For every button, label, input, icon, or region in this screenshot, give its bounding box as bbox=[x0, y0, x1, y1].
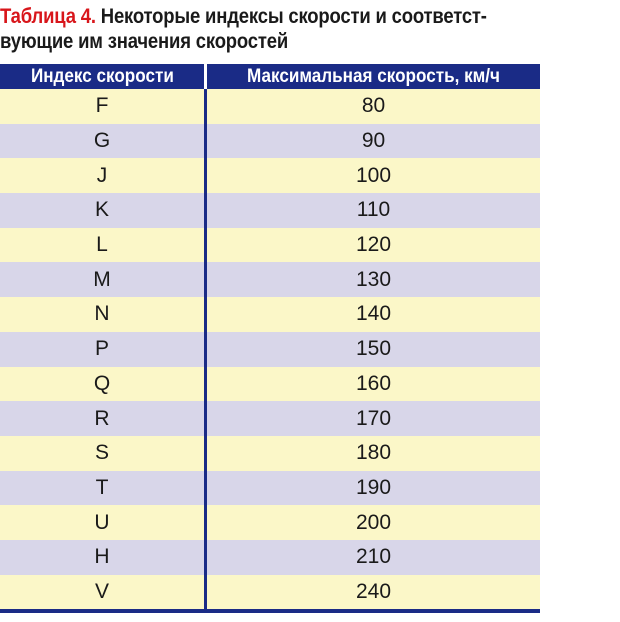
table-row bbox=[0, 401, 540, 436]
header-max-speed-label: Максимальная скорость, км/ч bbox=[247, 65, 500, 87]
speed-index-cell: H bbox=[0, 540, 206, 575]
table-row bbox=[0, 505, 540, 540]
speed-index-cell: N bbox=[0, 297, 206, 332]
table-caption-label: Таблица 4. bbox=[0, 5, 96, 28]
speed-index-cell: U bbox=[0, 505, 206, 540]
table-caption-text: Некоторые индексы скорости и соответст-вующие им значения скоростей bbox=[0, 5, 487, 53]
speed-index-table bbox=[0, 64, 540, 609]
table-row bbox=[0, 575, 540, 610]
max-speed-cell: 180 bbox=[355, 441, 392, 465]
table-body bbox=[0, 89, 540, 609]
max-speed-cell: 240 bbox=[355, 579, 392, 603]
speed-index-cell: Q bbox=[0, 367, 206, 402]
table-row bbox=[0, 89, 540, 124]
max-speed-cell: 200 bbox=[355, 510, 392, 534]
table-row bbox=[0, 332, 540, 367]
header-row bbox=[0, 64, 540, 89]
speed-index-cell: S bbox=[0, 436, 206, 471]
max-speed-cell: 140 bbox=[355, 302, 392, 326]
speed-index-cell: J bbox=[0, 158, 206, 193]
max-speed-cell: 190 bbox=[355, 475, 392, 499]
max-speed-cell: 170 bbox=[355, 406, 392, 430]
table-row bbox=[0, 262, 540, 297]
speed-index-cell: G bbox=[0, 124, 206, 159]
max-speed-cell: 150 bbox=[355, 337, 392, 361]
speed-index-cell: R bbox=[0, 401, 206, 436]
header-max-speed bbox=[206, 64, 541, 89]
table-header bbox=[0, 64, 540, 89]
table-row bbox=[0, 158, 540, 193]
speed-index-cell: M bbox=[0, 262, 206, 297]
max-speed-cell: 130 bbox=[355, 267, 392, 291]
header-speed-index-label: Индекс скорости bbox=[30, 65, 174, 87]
speed-index-cell: T bbox=[0, 471, 206, 506]
max-speed-cell: 160 bbox=[355, 371, 392, 395]
speed-index-cell: K bbox=[0, 193, 206, 228]
max-speed-cell: 100 bbox=[355, 163, 392, 187]
table-caption bbox=[0, 4, 493, 54]
max-speed-cell: 90 bbox=[361, 129, 386, 153]
table-row bbox=[0, 124, 540, 159]
max-speed-cell: 120 bbox=[355, 233, 392, 257]
speed-index-cell: V bbox=[0, 575, 206, 610]
table-row bbox=[0, 193, 540, 228]
table-row bbox=[0, 297, 540, 332]
table-bottom-rule bbox=[0, 609, 540, 613]
table-row bbox=[0, 471, 540, 506]
speed-index-cell: L bbox=[0, 228, 206, 263]
max-speed-cell: 110 bbox=[356, 198, 391, 222]
max-speed-cell: 210 bbox=[355, 545, 392, 569]
table-row bbox=[0, 540, 540, 575]
table-row bbox=[0, 228, 540, 263]
max-speed-cell: 80 bbox=[361, 94, 386, 118]
speed-index-cell: P bbox=[0, 332, 206, 367]
speed-index-cell: F bbox=[0, 89, 206, 124]
table-row bbox=[0, 436, 540, 471]
speed-index-table-container bbox=[0, 64, 540, 613]
table-row bbox=[0, 367, 540, 402]
header-speed-index bbox=[0, 64, 206, 89]
